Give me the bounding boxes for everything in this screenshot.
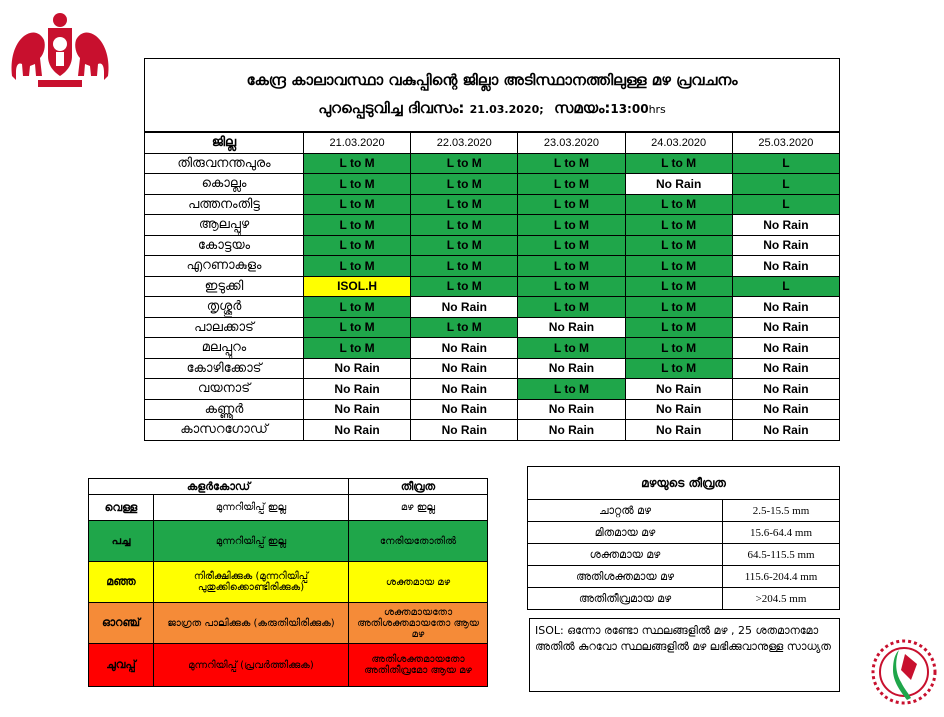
color-code-row xyxy=(89,644,488,687)
issued-date: 21.03.2020; xyxy=(469,103,544,116)
warning-text: മുന്നറിയിപ്പ് ഇല്ല xyxy=(154,521,349,562)
forecast-cell: L to M xyxy=(518,194,625,215)
forecast-cell: No Rain xyxy=(518,358,625,379)
forecast-cell: L to M xyxy=(411,194,518,215)
district-column-header: ജില്ല xyxy=(145,133,304,154)
forecast-cell: L to M xyxy=(303,194,410,215)
time-unit: hrs xyxy=(648,103,666,116)
forecast-row xyxy=(145,379,840,400)
forecast-cell: L to M xyxy=(518,338,625,359)
date-column-header: 25.03.2020 xyxy=(732,133,839,154)
forecast-cell: L to M xyxy=(411,256,518,277)
forecast-cell: No Rain xyxy=(732,256,839,277)
forecast-row xyxy=(145,420,840,441)
forecast-cell: L xyxy=(732,174,839,195)
warning-text: ജാഗ്രത പാലിക്കുക (കരുതിയിരിക്കുക) xyxy=(154,603,349,644)
forecast-cell: ISOL.H xyxy=(303,276,410,297)
time-value: 13:00 xyxy=(610,102,649,116)
intensity-text: മഴ ഇല്ല xyxy=(349,495,488,521)
forecast-row xyxy=(145,399,840,420)
district-name: പാലക്കാട് xyxy=(145,317,304,338)
kerala-state-emblem-icon xyxy=(8,10,112,92)
intensity-row xyxy=(528,588,840,610)
forecast-cell: No Rain xyxy=(732,215,839,236)
forecast-cell: No Rain xyxy=(625,420,732,441)
forecast-cell: No Rain xyxy=(732,297,839,318)
forecast-cell: L to M xyxy=(411,174,518,195)
forecast-row xyxy=(145,215,840,236)
forecast-cell: L to M xyxy=(411,276,518,297)
date-column-header: 23.03.2020 xyxy=(518,133,625,154)
color-name: ഓറഞ്ച് xyxy=(89,603,154,644)
forecast-cell: L to M xyxy=(625,338,732,359)
forecast-cell: L to M xyxy=(411,215,518,236)
color-name: മഞ്ഞ xyxy=(89,562,154,603)
intensity-range: 64.5-115.5 mm xyxy=(723,544,840,566)
forecast-cell: No Rain xyxy=(732,358,839,379)
intensity-range: 15.6-64.4 mm xyxy=(723,522,840,544)
forecast-cell: L to M xyxy=(625,256,732,277)
forecast-cell: L to M xyxy=(303,174,410,195)
forecast-cell: No Rain xyxy=(303,358,410,379)
color-code-header-row xyxy=(89,479,488,495)
header-box xyxy=(144,58,840,132)
rain-intensity-header: മഴയുടെ തീവ്രത xyxy=(528,467,840,500)
intensity-row xyxy=(528,500,840,522)
forecast-cell: No Rain xyxy=(411,379,518,400)
time-label: സമയം: xyxy=(554,99,611,117)
forecast-cell: No Rain xyxy=(732,235,839,256)
page-title: കേന്ദ്ര കാലാവസ്ഥാ വകുപ്പിന്റെ ജില്ലാ അടിസ്ഥാനത്തിലുള്ള മഴ പ്രവചനം xyxy=(246,71,738,89)
forecast-cell: L to M xyxy=(303,297,410,318)
forecast-cell: No Rain xyxy=(732,317,839,338)
intensity-row xyxy=(528,522,840,544)
forecast-cell: L to M xyxy=(411,317,518,338)
color-code-row xyxy=(89,495,488,521)
warning-text: മുന്നറിയിപ്പ് ഇല്ല xyxy=(154,495,349,521)
forecast-table xyxy=(144,132,840,441)
forecast-cell: No Rain xyxy=(732,420,839,441)
forecast-cell: No Rain xyxy=(732,338,839,359)
district-name: തിരുവനന്തപുരം xyxy=(145,153,304,174)
forecast-cell: No Rain xyxy=(411,297,518,318)
forecast-cell: L to M xyxy=(625,358,732,379)
district-name: വയനാട് xyxy=(145,379,304,400)
color-code-header: കളർകോഡ് xyxy=(89,479,349,495)
forecast-row xyxy=(145,256,840,277)
intensity-row xyxy=(528,544,840,566)
forecast-row xyxy=(145,338,840,359)
forecast-cell: No Rain xyxy=(411,420,518,441)
forecast-cell: No Rain xyxy=(411,358,518,379)
forecast-cell: No Rain xyxy=(303,399,410,420)
date-column-header: 24.03.2020 xyxy=(625,133,732,154)
intensity-label: അതിശക്തമായ മഴ xyxy=(528,566,723,588)
forecast-cell: No Rain xyxy=(518,399,625,420)
forecast-cell: L to M xyxy=(625,194,732,215)
district-name: തൃശ്ശൂർ xyxy=(145,297,304,318)
forecast-row xyxy=(145,297,840,318)
forecast-row xyxy=(145,317,840,338)
intensity-range: >204.5 mm xyxy=(723,588,840,610)
district-name: കോഴിക്കോട് xyxy=(145,358,304,379)
forecast-cell: L xyxy=(732,276,839,297)
district-name: കൊല്ലം xyxy=(145,174,304,195)
forecast-row xyxy=(145,194,840,215)
date-column-header: 22.03.2020 xyxy=(411,133,518,154)
forecast-cell: No Rain xyxy=(303,420,410,441)
intensity-range: 2.5-15.5 mm xyxy=(723,500,840,522)
forecast-cell: L to M xyxy=(518,256,625,277)
district-name: ആലപ്പുഴ xyxy=(145,215,304,236)
district-name: ഇടുക്കി xyxy=(145,276,304,297)
date-column-header: 21.03.2020 xyxy=(303,133,410,154)
intensity-label: മിതമായ മഴ xyxy=(528,522,723,544)
forecast-cell: No Rain xyxy=(732,379,839,400)
forecast-cell: No Rain xyxy=(411,399,518,420)
color-name: ചുവപ്പ് xyxy=(89,644,154,687)
forecast-cell: L to M xyxy=(303,256,410,277)
forecast-cell: L to M xyxy=(625,297,732,318)
color-code-table xyxy=(88,478,488,687)
forecast-cell: No Rain xyxy=(732,399,839,420)
intensity-label: അതിതീവ്രമായ മഴ xyxy=(528,588,723,610)
forecast-cell: No Rain xyxy=(411,338,518,359)
forecast-cell: No Rain xyxy=(518,420,625,441)
forecast-cell: No Rain xyxy=(625,399,732,420)
intensity-row xyxy=(528,566,840,588)
forecast-row xyxy=(145,276,840,297)
forecast-header-row xyxy=(145,133,840,154)
district-name: മലപ്പുറം xyxy=(145,338,304,359)
color-name: വെള്ള xyxy=(89,495,154,521)
forecast-cell: L xyxy=(732,194,839,215)
color-code-row xyxy=(89,521,488,562)
intensity-text: നേരിയതോതിൽ xyxy=(349,521,488,562)
forecast-row xyxy=(145,358,840,379)
rain-intensity-table xyxy=(527,466,840,610)
forecast-cell: L to M xyxy=(625,235,732,256)
forecast-cell: L to M xyxy=(518,174,625,195)
intensity-header-row xyxy=(528,467,840,500)
intensity-header: തീവ്രത xyxy=(349,479,488,495)
forecast-cell: L to M xyxy=(518,379,625,400)
issued-line xyxy=(145,99,839,117)
intensity-label: ചാറ്റൽ മഴ xyxy=(528,500,723,522)
forecast-cell: L to M xyxy=(625,276,732,297)
forecast-cell: No Rain xyxy=(518,317,625,338)
forecast-cell: L to M xyxy=(411,235,518,256)
color-code-row xyxy=(89,562,488,603)
district-name: എറണാകുളം xyxy=(145,256,304,277)
warning-text: മുന്നറിയിപ്പ് (പ്രവർത്തിക്കുക) xyxy=(154,644,349,687)
forecast-cell: L to M xyxy=(303,317,410,338)
intensity-label: ശക്തമായ മഴ xyxy=(528,544,723,566)
forecast-row xyxy=(145,153,840,174)
district-name: പത്തനംതിട്ട xyxy=(145,194,304,215)
district-name: കാസറഗോഡ് xyxy=(145,420,304,441)
color-code-row xyxy=(89,603,488,644)
forecast-cell: L to M xyxy=(518,153,625,174)
forecast-cell: L to M xyxy=(518,215,625,236)
forecast-cell: L to M xyxy=(411,153,518,174)
forecast-cell: L to M xyxy=(625,153,732,174)
forecast-cell: L to M xyxy=(518,276,625,297)
forecast-row xyxy=(145,174,840,195)
intensity-range: 115.6-204.4 mm xyxy=(723,566,840,588)
forecast-cell: L to M xyxy=(625,317,732,338)
issued-label: പുറപ്പെടുവിച്ച ദിവസം: xyxy=(318,99,465,117)
warning-text: നിരീക്ഷിക്കുക (മുന്നറിയിപ്പ് പുതുക്കിക്കൊണ്ടിരിക്കുക) xyxy=(154,562,349,603)
forecast-cell: L to M xyxy=(303,235,410,256)
forecast-cell: No Rain xyxy=(625,379,732,400)
forecast-cell: L xyxy=(732,153,839,174)
intensity-text: ശക്തമായതോ അതിശക്തമായതോ ആയ മഴ xyxy=(349,603,488,644)
forecast-cell: L to M xyxy=(518,235,625,256)
forecast-cell: L to M xyxy=(518,297,625,318)
forecast-cell: L to M xyxy=(625,215,732,236)
district-name: കോട്ടയം xyxy=(145,235,304,256)
intensity-text: അതിശക്തമായതോ അതിതീവ്രമോ ആയ മഴ xyxy=(349,644,488,687)
forecast-cell: L to M xyxy=(303,153,410,174)
color-name: പച്ച xyxy=(89,521,154,562)
ksdma-logo-icon xyxy=(871,636,937,708)
forecast-cell: No Rain xyxy=(303,379,410,400)
forecast-row xyxy=(145,235,840,256)
forecast-cell: L to M xyxy=(303,338,410,359)
forecast-cell: L to M xyxy=(303,215,410,236)
district-name: കണ്ണൂർ xyxy=(145,399,304,420)
forecast-cell: No Rain xyxy=(625,174,732,195)
intensity-text: ശക്തമായ മഴ xyxy=(349,562,488,603)
isol-note: ISOL: ഒന്നോ രണ്ടോ സ്ഥലങ്ങളിൽ മഴ , 25 ശതമാനമോ അതിൽ കുറവോ സ്ഥലങ്ങളിൽ മഴ ലഭിക്കുവാനുള്ള സാധ്യത xyxy=(529,618,840,692)
